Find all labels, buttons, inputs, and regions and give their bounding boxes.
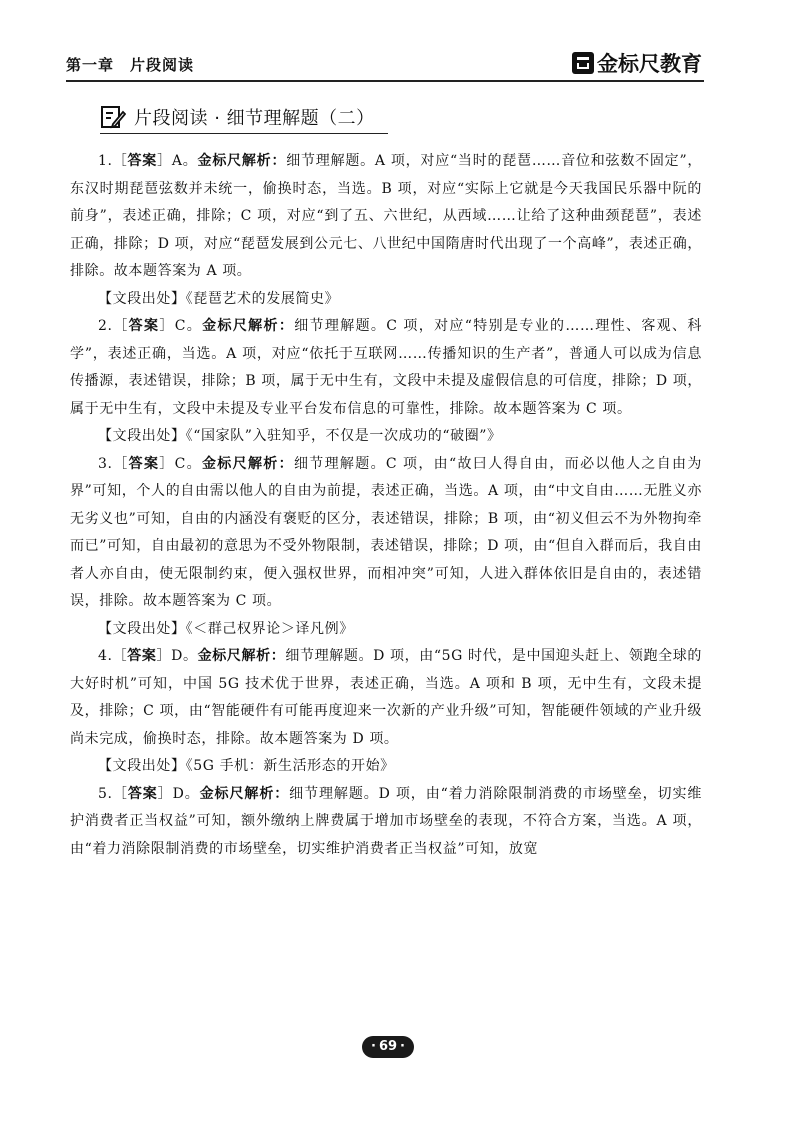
answer-item-1: 1.［答案］A。金标尺解析：细节理解题。A 项，对应“当时的琵琶……音位和弦数不固定”，东汉时期琵琶弦数并未统一，偷换时态，当选。B 项，对应“实际上它就是今天我国民乐器中阮的前身”，表述正确，排除；C 项，对应“到了五、六世纪，从西域……让给了这种曲颈琵琶”，表述正确，排除；D 项，对应“琵琶发展到公元七、八世纪中国隋唐时代出现了一个高峰”，表述正确，排除。故本题答案为 A 项。 <box>70 153 702 279</box>
brand-logo <box>572 48 702 78</box>
answer-item-3: 3.［答案］C。金标尺解析：细节理解题。C 项，由“故曰人得自由，而必以他人之自由为界”可知，个人的自由需以他人的自由为前提，表述正确，当选。A 项，由“中文自由……无胜义亦无劣义也”可知，自由的内涵没有褒贬的区分，表述错误，排除；B 项，由“初义但云不为外物拘牵而已”可知，自由最初的意思为不受外物限制，表述错误，排除；D 项，由“但自入群而后，我自由者人亦自由，使无限制约束，便入强权世界，而相冲突”可知，人进入群体依旧是自由的，表述错误，排除。故本题答案为 C 项。 <box>70 455 702 609</box>
source-line-2: 【文段出处】《“国家队”入驻知乎，不仅是一次成功的“破圈”》 <box>98 428 502 444</box>
edit-note-icon <box>100 104 126 130</box>
source-line-1: 【文段出处】《琵琶艺术的发展简史》 <box>98 290 340 307</box>
brand-mark-icon <box>572 52 594 74</box>
brand-name: 金标尺教育 <box>597 52 702 76</box>
page-header <box>66 44 704 80</box>
section-heading <box>100 102 375 132</box>
answer-list <box>70 148 702 863</box>
answer-item-4: 4.［答案］D。金标尺解析：细节理解题。D 项，由“5G 时代，是中国迎头赶上、领跑全球的大好时机”可知，中国 5G 技术优于世界，表述正确，当选。A 项和 B 项，无中生有，文段未提及，排除；C 项，由“智能硬件有可能再度迎来一次新的产业升级”可知，智能硬件领域的产业升级尚未完成，偷换时态，排除。故本题答案为 D 项。 <box>70 648 703 747</box>
source-line-3: 【文段出处】《＜群己权界论＞译凡例》 <box>98 620 354 637</box>
header-divider <box>66 80 704 82</box>
answer-item-2: 2.［答案］C。金标尺解析：细节理解题。C 项，对应“特别是专业的……理性、客观、科学”，表述正确，当选。A 项，对应“依托于互联网……传播知识的生产者”，普通人可以成为信息传播源，表述错误，排除；B 项，属于无中生有，文段中未提及虚假信息的可信度，排除；D 项，属于无中生有，文段中未提及专业平台发布信息的可靠性，排除。故本题答案为 C 项。 <box>70 318 702 417</box>
section-title: 片段阅读 · 细节理解题（二） <box>134 108 375 129</box>
chapter-title: 第一章 片段阅读 <box>66 56 195 74</box>
answer-item-5: 5.［答案］D。金标尺解析：细节理解题。D 项，由“着力消除限制消费的市场壁垒，切实维护消费者正当权益”可知，额外缴纳上牌费属于增加市场壁垒的表现，不符合方案，当选。A 项，由“着力消除限制消费的市场壁垒，切实维护消费者正当权益”可知，放宽 <box>70 785 702 857</box>
source-line-4: 【文段出处】《5G 手机：新生活形态的开始》 <box>98 758 395 774</box>
page-number: · 69 · <box>362 1036 414 1058</box>
title-underline <box>100 133 388 134</box>
